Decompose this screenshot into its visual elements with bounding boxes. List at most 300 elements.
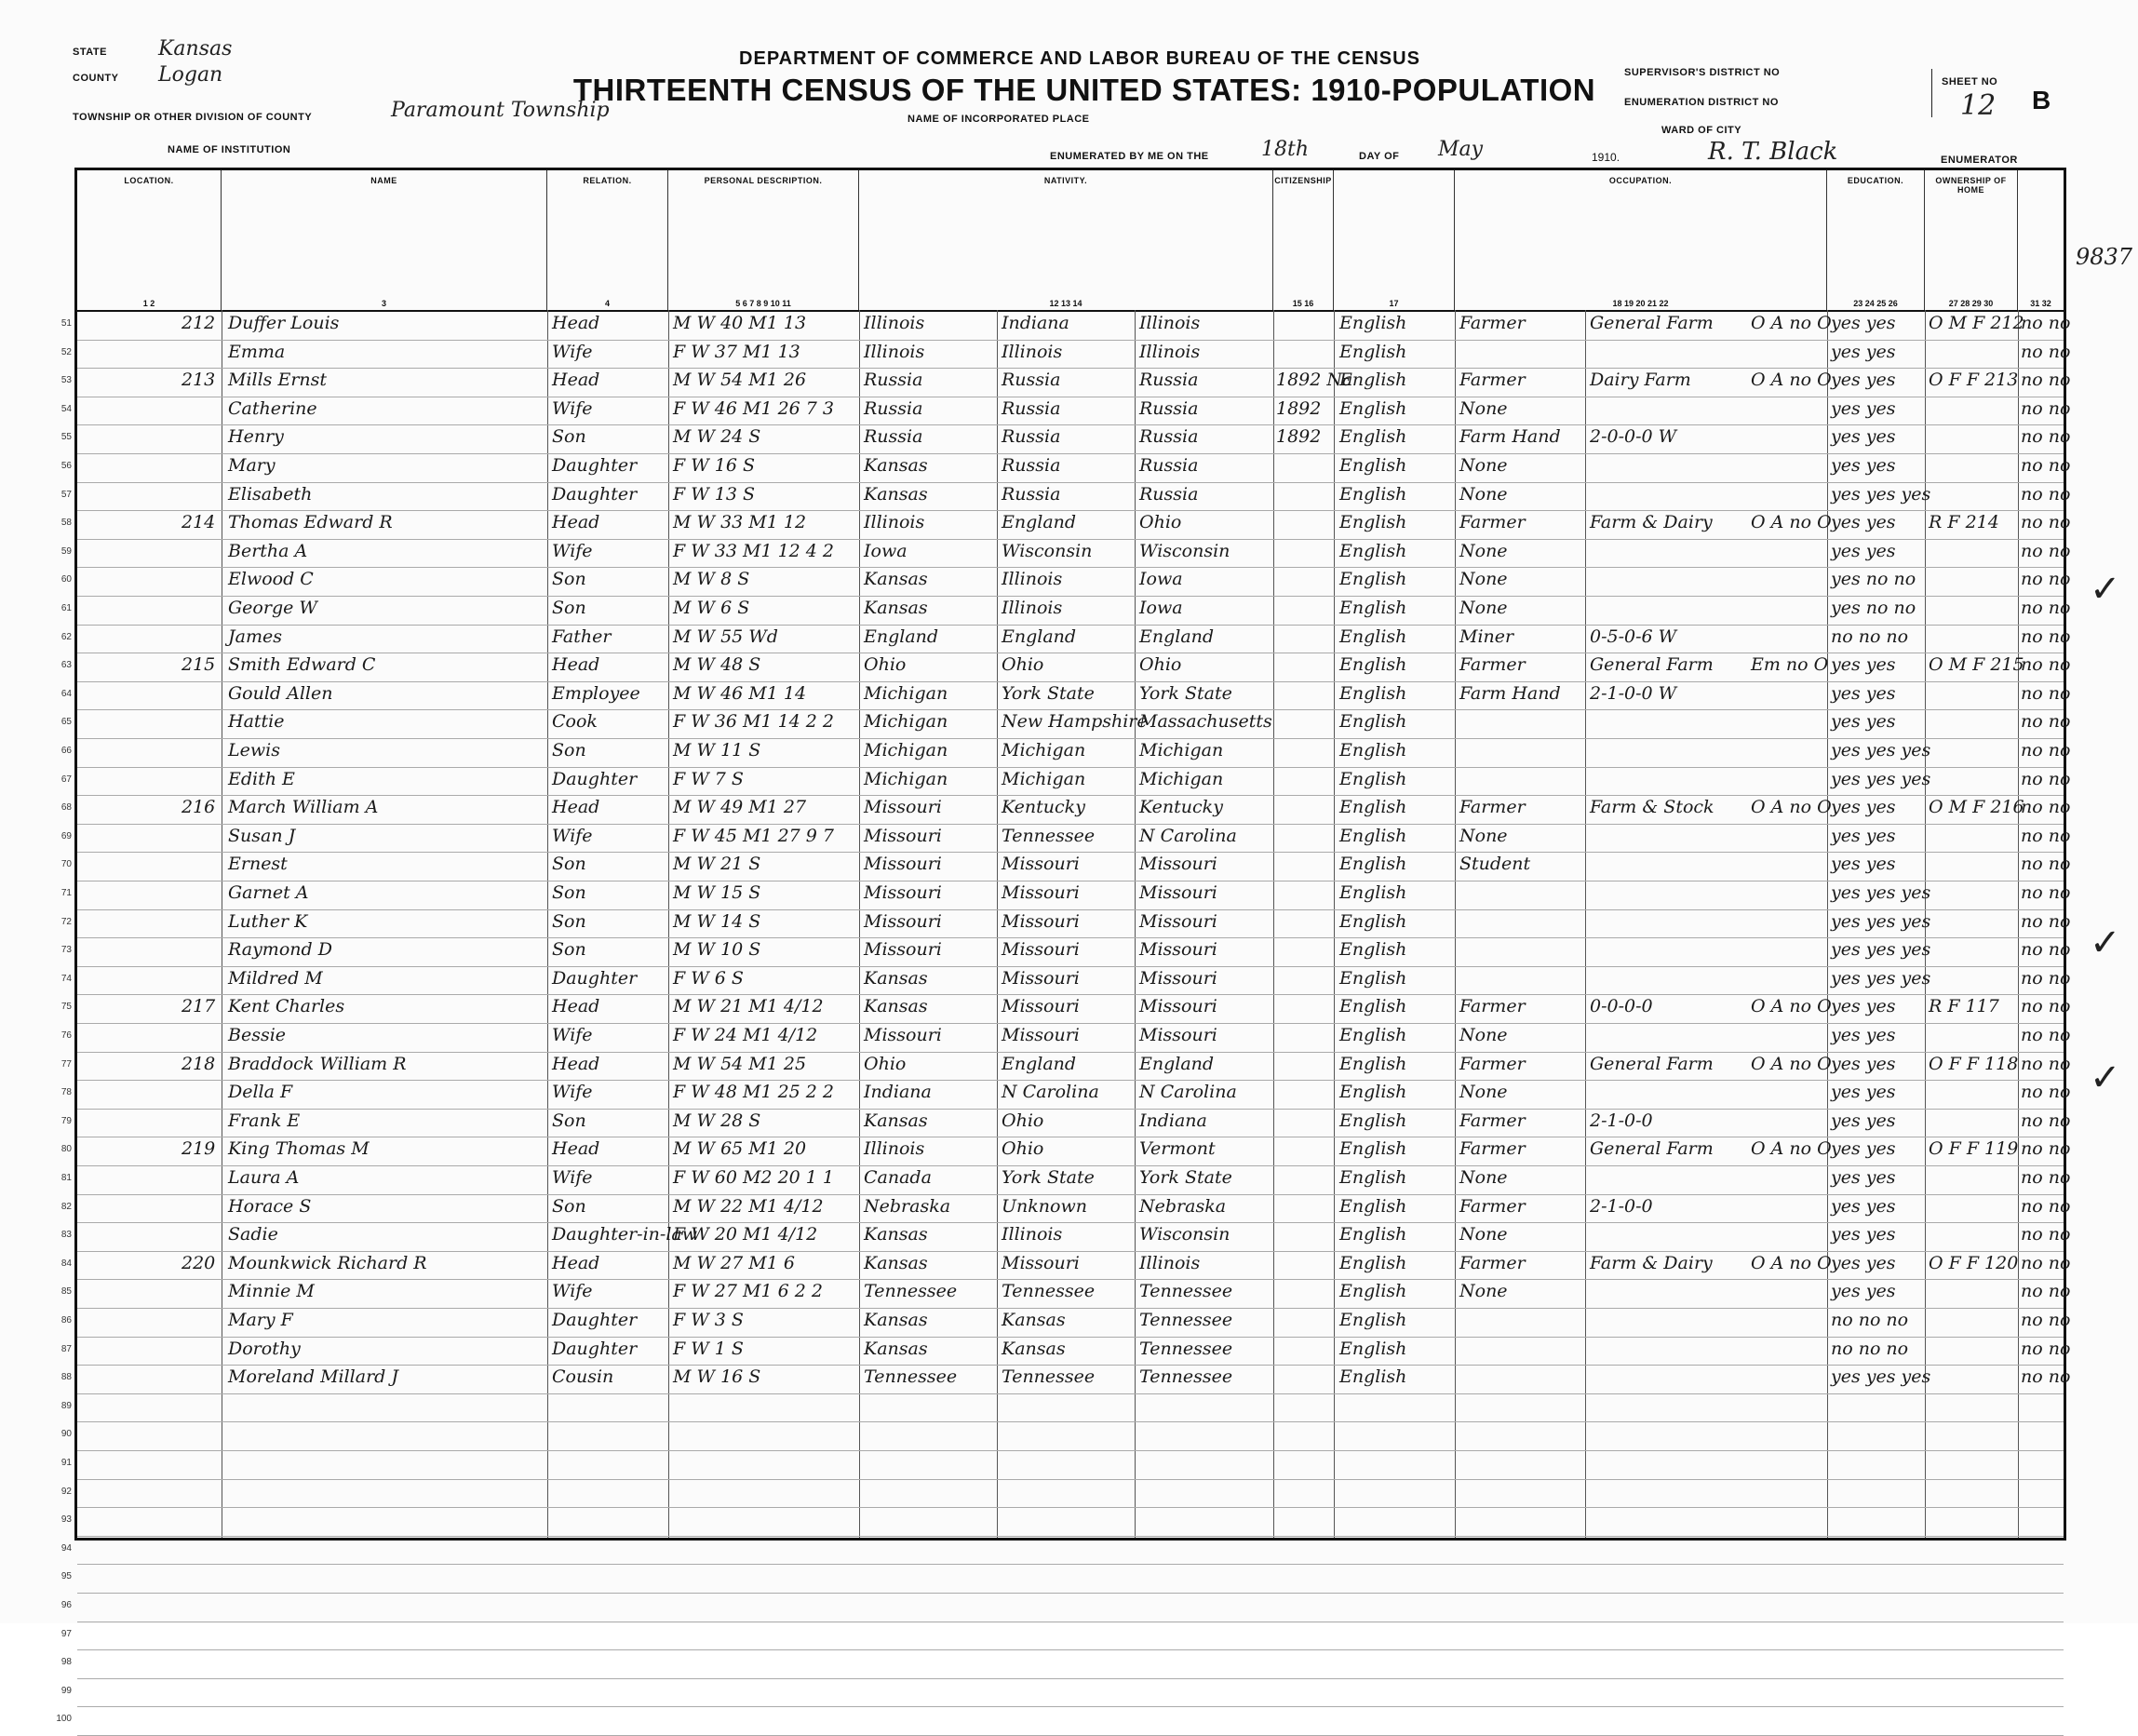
cell-bf: Michigan	[1002, 768, 1086, 789]
table-row	[61, 1194, 2071, 1224]
cell-ind: General Farm	[1590, 654, 1714, 676]
cell-b: Kansas	[864, 483, 928, 505]
check-mark-icon: ✓	[2090, 1056, 2121, 1099]
cell-bm: England	[1139, 1053, 1215, 1074]
cell-pd: M W 33 M1 12	[673, 512, 807, 533]
table-row	[61, 596, 2071, 626]
cell-lang: English	[1339, 967, 1407, 989]
table-row	[61, 1137, 2071, 1166]
cell-rel: Head	[552, 797, 600, 818]
cell-own: O M F 212	[1929, 313, 2024, 333]
cell-b: Illinois	[864, 512, 925, 533]
cell-pd: F W 24 M1 4/12	[673, 1025, 818, 1045]
cell-bm: Nebraska	[1139, 1195, 1227, 1217]
table-row	[61, 1421, 2064, 1451]
table-row	[61, 1564, 2064, 1594]
cell-b: Ohio	[864, 654, 907, 676]
cell-occ: None	[1459, 1281, 1508, 1302]
cell-bf: Michigan	[1002, 740, 1086, 760]
sheet-number: 12	[1960, 89, 1997, 122]
cell-pd: F W 3 S	[673, 1310, 744, 1330]
cell-lang: English	[1339, 313, 1407, 333]
cell-pd: M W 21 S	[673, 854, 761, 875]
cell-bm: Tennessee	[1139, 1310, 1233, 1330]
cell-b: Missouri	[864, 797, 942, 818]
cell-occ: Farmer	[1459, 1138, 1526, 1160]
cell-bm: Russia	[1139, 455, 1199, 476]
cell-b: Russia	[864, 370, 923, 391]
incorporated-label: NAME OF INCORPORATED PLACE	[908, 114, 1090, 125]
cell-edu: yes yes yes	[1831, 768, 1931, 789]
row-number: 60	[61, 574, 72, 585]
cell-emp: O A no O	[1751, 797, 1832, 818]
cell-edu: yes yes	[1831, 1138, 1896, 1160]
row-number: 74	[61, 973, 72, 984]
row-number: 53	[61, 375, 72, 386]
table-row	[61, 368, 2071, 397]
table-row	[61, 567, 2071, 597]
cell-occ: Farmer	[1459, 1110, 1526, 1131]
row-number: 86	[61, 1315, 72, 1326]
table-row	[61, 1450, 2064, 1480]
table-row	[61, 340, 2071, 370]
cell-emp: Em no O	[1751, 654, 1829, 676]
enumerated-label: ENUMERATED BY ME ON THE	[1050, 151, 1209, 162]
cell-v: no no	[2021, 682, 2071, 704]
cell-b: Russia	[864, 426, 923, 448]
cell-rel: Wife	[552, 1082, 593, 1103]
cell-v: no no	[2021, 854, 2071, 875]
row-number: 92	[61, 1486, 72, 1497]
row-number: 76	[61, 1030, 72, 1041]
cell-v: no no	[2021, 512, 2071, 533]
cell-own: O F F 120	[1929, 1252, 2019, 1273]
table-row	[61, 1222, 2071, 1252]
cell-v: no no	[2021, 1224, 2071, 1245]
cell-lang: English	[1339, 654, 1407, 676]
cell-bf: England	[1002, 1053, 1077, 1074]
cell-name: Frank E	[228, 1110, 301, 1131]
cell-name: James	[228, 626, 282, 647]
cell-v: no no	[2021, 1082, 2071, 1103]
cell-name: Della F	[228, 1082, 293, 1103]
cell-name: Hattie	[228, 711, 285, 733]
ward-label: WARD OF CITY	[1661, 125, 1742, 136]
cell-pd: M W 49 M1 27	[673, 797, 807, 818]
enumeration-label: ENUMERATION DISTRICT NO	[1624, 97, 1779, 108]
cell-occ: Farmer	[1459, 654, 1526, 676]
cell-ind: General Farm	[1590, 313, 1714, 333]
cell-edu: yes yes	[1831, 711, 1896, 733]
cell-bm: Illinois	[1139, 341, 1201, 362]
cell-bm: Ohio	[1139, 512, 1182, 533]
cell-edu: yes yes	[1831, 1025, 1896, 1045]
cell-v: no no	[2021, 598, 2071, 618]
cell-lang: English	[1339, 882, 1407, 903]
cell-bf: Missouri	[1002, 967, 1080, 989]
cell-bf: N Carolina	[1002, 1082, 1099, 1103]
cell-lang: English	[1339, 711, 1407, 733]
cell-occ: Farm Hand	[1459, 426, 1561, 448]
cell-rel: Son	[552, 1195, 586, 1217]
cell-name: Raymond D	[228, 939, 332, 961]
cell-bf: Ohio	[1002, 1110, 1044, 1131]
cell-edu: no no no	[1831, 626, 1909, 647]
row-number: 65	[61, 717, 72, 728]
cell-edu: yes yes	[1831, 341, 1896, 362]
cell-lang: English	[1339, 1167, 1407, 1188]
row-number: 66	[61, 746, 72, 756]
table-row	[61, 539, 2071, 569]
table-row	[61, 1649, 2064, 1679]
row-number: 88	[61, 1372, 72, 1383]
cell-edu: yes yes	[1831, 540, 1896, 561]
table-row	[61, 1165, 2071, 1195]
row-number: 64	[61, 688, 72, 699]
cell-name: Dorothy	[228, 1338, 301, 1359]
cell-lang: English	[1339, 397, 1407, 419]
cell-bf: Russia	[1002, 426, 1061, 448]
table-row	[61, 1593, 2064, 1622]
cell-bm: N Carolina	[1139, 1082, 1237, 1103]
cell-rel: Head	[552, 1252, 600, 1273]
cell-cit: 1892 Na	[1276, 370, 1353, 391]
cell-occ: None	[1459, 397, 1508, 419]
cell-bf: Illinois	[1002, 1224, 1063, 1245]
cell-edu: yes yes yes	[1831, 939, 1931, 961]
row-number: 52	[61, 346, 72, 357]
row-number: 80	[61, 1144, 72, 1155]
table-row	[61, 824, 2071, 854]
township-value: Paramount Township	[391, 99, 610, 122]
cell-own: O F F 118	[1929, 1053, 2019, 1074]
table-row	[61, 1052, 2071, 1082]
cell-lang: English	[1339, 1281, 1407, 1302]
cell-ind: Farm & Dairy	[1590, 1252, 1713, 1273]
table-row	[56, 1706, 2064, 1736]
cell-bf: Russia	[1002, 483, 1061, 505]
cell-edu: yes yes	[1831, 1224, 1896, 1245]
cell-lang: English	[1339, 797, 1407, 818]
cell-edu: yes no no	[1831, 598, 1916, 618]
cell-v: no no	[2021, 1025, 2071, 1045]
table-row	[61, 1507, 2064, 1537]
cell-own: O F F 119	[1929, 1138, 2019, 1160]
cell-lang: English	[1339, 854, 1407, 875]
cell-bf: Russia	[1002, 370, 1061, 391]
cell-bm: Missouri	[1139, 939, 1217, 961]
column-header-nativity: NATIVITY. 12 13 14	[859, 170, 1273, 310]
population-schedule-table	[56, 168, 2071, 1725]
cell-lang: English	[1339, 540, 1407, 561]
cell-edu: yes yes yes	[1831, 483, 1931, 505]
cell-bf: Illinois	[1002, 569, 1063, 590]
cell-rel: Daughter	[552, 1338, 638, 1359]
cell-rel: Son	[552, 569, 586, 590]
cell-b: Michigan	[864, 711, 948, 733]
cell-bm: Russia	[1139, 426, 1199, 448]
table-row	[61, 1109, 2071, 1138]
cell-emp: O A no O	[1751, 996, 1832, 1017]
institution-label: NAME OF INSTITUTION	[168, 144, 291, 155]
cell-bm: Illinois	[1139, 1252, 1201, 1273]
cell-occ: Farmer	[1459, 996, 1526, 1017]
table-row	[61, 1536, 2064, 1566]
cell-b: Missouri	[864, 910, 942, 932]
cell-v: no no	[2021, 1167, 2071, 1188]
cell-edu: yes yes yes	[1831, 740, 1931, 760]
cell-lang: English	[1339, 341, 1407, 362]
cell-bf: Tennessee	[1002, 825, 1096, 846]
cell-bf: Missouri	[1002, 910, 1080, 932]
table-row	[61, 767, 2071, 797]
cell-edu: yes yes	[1831, 397, 1896, 419]
cell-occ: Farmer	[1459, 313, 1526, 333]
cell-v: no no	[2021, 825, 2071, 846]
cell-v: no no	[2021, 882, 2071, 903]
row-number: 94	[61, 1542, 72, 1554]
cell-edu: yes yes	[1831, 512, 1896, 533]
cell-name: Garnet A	[228, 882, 309, 903]
cell-own: O M F 215	[1929, 654, 2024, 676]
cell-pd: M W 55 Wd	[673, 626, 778, 647]
cell-b: England	[864, 626, 939, 647]
cell-bf: England	[1002, 512, 1077, 533]
cell-ind: 2-1-0-0	[1590, 1110, 1653, 1131]
cell-v: no no	[2021, 967, 2071, 989]
cell-ind: Farm & Stock	[1590, 797, 1714, 818]
table-row	[61, 311, 2071, 341]
cell-b: Kansas	[864, 569, 928, 590]
cell-v: no no	[2021, 939, 2071, 961]
cell-rel: Cook	[552, 711, 598, 733]
cell-dw: 214	[182, 512, 216, 533]
cell-rel: Son	[552, 910, 586, 932]
row-number: 81	[61, 1173, 72, 1183]
cell-emp: O A no O	[1751, 1252, 1832, 1273]
cell-edu: yes yes	[1831, 996, 1896, 1017]
cell-emp: O A no O	[1751, 1053, 1832, 1074]
cell-lang: English	[1339, 626, 1407, 647]
cell-name: Susan J	[228, 825, 296, 846]
cell-name: Braddock William R	[228, 1053, 407, 1074]
cell-pd: F W 20 M1 4/12	[673, 1224, 818, 1245]
cell-rel: Head	[552, 313, 600, 333]
cell-rel: Head	[552, 1053, 600, 1074]
cell-occ: None	[1459, 1025, 1508, 1045]
cell-occ: None	[1459, 540, 1508, 561]
cell-v: no no	[2021, 740, 2071, 760]
row-number: 57	[61, 489, 72, 500]
cell-occ: Farmer	[1459, 512, 1526, 533]
cell-bm: Kentucky	[1139, 797, 1223, 818]
cell-occ: Farmer	[1459, 1195, 1526, 1217]
column-header-location: LOCATION. 1 2	[77, 170, 222, 310]
cell-pd: F W 36 M1 14 2 2	[673, 711, 835, 733]
cell-pd: F W 33 M1 12 4 2	[673, 540, 835, 561]
cell-rel: Son	[552, 882, 586, 903]
cell-name: Duffer Louis	[228, 313, 340, 333]
column-header-education: EDUCATION. 23 24 25 26	[1827, 170, 1925, 310]
cell-edu: yes yes	[1831, 1195, 1896, 1217]
cell-v: no no	[2021, 1281, 2071, 1302]
cell-bm: York State	[1139, 1167, 1232, 1188]
cell-bm: Wisconsin	[1139, 540, 1230, 561]
cell-lang: English	[1339, 996, 1407, 1017]
table-row	[61, 1479, 2064, 1509]
margin-number: 9837	[2076, 244, 2133, 270]
cell-lang: English	[1339, 569, 1407, 590]
cell-v: no no	[2021, 1338, 2071, 1359]
cell-rel: Daughter	[552, 768, 638, 789]
table-row	[61, 1393, 2064, 1423]
cell-edu: yes yes yes	[1831, 1366, 1931, 1388]
cell-bf: Kentucky	[1002, 797, 1085, 818]
cell-lang: English	[1339, 939, 1407, 961]
row-number: 85	[61, 1286, 72, 1298]
cell-bm: Massachusetts	[1139, 711, 1272, 733]
cell-b: Kansas	[864, 1252, 928, 1273]
cell-bm: Missouri	[1139, 996, 1217, 1017]
cell-b: Missouri	[864, 825, 942, 846]
cell-bf: Russia	[1002, 397, 1061, 419]
row-number: 99	[61, 1685, 72, 1696]
cell-pd: F W 16 S	[673, 455, 756, 476]
column-header-ownership: OWNERSHIP OF HOME 27 28 29 30	[1925, 170, 2018, 310]
cell-name: Elisabeth	[228, 483, 313, 505]
cell-edu: yes yes	[1831, 370, 1896, 391]
row-number: 58	[61, 518, 72, 529]
cell-name: Bertha A	[228, 540, 308, 561]
cell-v: no no	[2021, 1195, 2071, 1217]
cell-lang: English	[1339, 1082, 1407, 1103]
table-row	[61, 881, 2071, 910]
cell-bf: Indiana	[1002, 313, 1069, 333]
cell-edu: yes yes	[1831, 854, 1896, 875]
cell-v: no no	[2021, 768, 2071, 789]
cell-rel: Wife	[552, 341, 593, 362]
table-row	[61, 424, 2071, 454]
cell-dw: 213	[182, 370, 216, 391]
cell-pd: M W 11 S	[673, 740, 761, 760]
cell-rel: Wife	[552, 825, 593, 846]
cell-ind: 0-0-0-0	[1590, 996, 1653, 1017]
cell-bm: N Carolina	[1139, 825, 1237, 846]
cell-b: Iowa	[864, 540, 908, 561]
row-number: 90	[61, 1429, 72, 1440]
cell-lang: English	[1339, 768, 1407, 789]
cell-b: Michigan	[864, 740, 948, 760]
cell-occ: Miner	[1459, 626, 1514, 647]
state-value: Kansas	[158, 37, 233, 61]
table-row	[61, 937, 2071, 967]
cell-pd: M W 14 S	[673, 910, 761, 932]
cell-pd: F W 1 S	[673, 1338, 744, 1359]
cell-name: Lewis	[228, 740, 280, 760]
cell-edu: yes yes yes	[1831, 967, 1931, 989]
cell-cit: 1892	[1276, 426, 1322, 448]
cell-pd: F W 37 M1 13	[673, 341, 800, 362]
sheet-letter: B	[2032, 86, 2051, 114]
row-number: 96	[61, 1600, 72, 1610]
cell-rel: Head	[552, 370, 600, 391]
cell-v: no no	[2021, 1252, 2071, 1273]
table-row	[61, 1251, 2071, 1281]
row-number: 56	[61, 461, 72, 471]
cell-b: Kansas	[864, 1224, 928, 1245]
cell-ind: Farm & Dairy	[1590, 512, 1713, 533]
cell-pd: M W 10 S	[673, 939, 761, 961]
cell-pd: M W 6 S	[673, 598, 750, 618]
cell-lang: English	[1339, 825, 1407, 846]
check-mark-icon: ✓	[2090, 568, 2121, 611]
cell-rel: Daughter	[552, 455, 638, 476]
cell-pd: F W 6 S	[673, 967, 744, 989]
column-header-personal-description: PERSONAL DESCRIPTION. 5 6 7 8 9 10 11	[668, 170, 859, 310]
cell-pd: M W 40 M1 13	[673, 313, 807, 333]
enumerator-name: R. T. Black	[1708, 138, 1838, 166]
cell-pd: F W 7 S	[673, 768, 744, 789]
table-row	[61, 738, 2071, 768]
cell-lang: English	[1339, 1110, 1407, 1131]
cell-lang: English	[1339, 1366, 1407, 1388]
cell-v: no no	[2021, 1366, 2071, 1388]
cell-bf: York State	[1002, 682, 1095, 704]
cell-lang: English	[1339, 1252, 1407, 1273]
county-value: Logan	[158, 63, 223, 87]
cell-name: Elwood C	[228, 569, 314, 590]
cell-ind: 2-0-0-0 W	[1590, 426, 1677, 448]
cell-edu: yes yes	[1831, 1110, 1896, 1131]
cell-rel: Daughter	[552, 483, 638, 505]
cell-b: Illinois	[864, 313, 925, 333]
cell-bf: Missouri	[1002, 1252, 1080, 1273]
cell-bm: Missouri	[1139, 910, 1217, 932]
cell-v: no no	[2021, 426, 2071, 448]
row-number: 82	[61, 1201, 72, 1212]
table-row	[61, 482, 2071, 512]
cell-lang: English	[1339, 1025, 1407, 1045]
cell-bm: England	[1139, 626, 1215, 647]
cell-b: Missouri	[864, 882, 942, 903]
cell-edu: yes yes yes	[1831, 882, 1931, 903]
cell-lang: English	[1339, 598, 1407, 618]
cell-lang: English	[1339, 910, 1407, 932]
cell-v: no no	[2021, 569, 2071, 590]
cell-edu: yes yes yes	[1831, 910, 1931, 932]
cell-b: Canada	[864, 1167, 932, 1188]
cell-dw: 212	[182, 313, 216, 333]
state-label: STATE	[73, 47, 107, 58]
cell-occ: None	[1459, 483, 1508, 505]
cell-bm: Russia	[1139, 483, 1199, 505]
cell-lang: English	[1339, 1224, 1407, 1245]
cell-name: Mills Ernst	[228, 370, 328, 391]
cell-pd: F W 48 M1 25 2 2	[673, 1082, 835, 1103]
cell-bf: New Hampshire	[1002, 711, 1148, 733]
row-number: 71	[61, 888, 72, 898]
cell-occ: None	[1459, 825, 1508, 846]
cell-b: Russia	[864, 397, 923, 419]
column-header-citizenship: CITIZENSHIP 15 16	[1273, 170, 1334, 310]
row-number: 89	[61, 1400, 72, 1411]
cell-lang: English	[1339, 740, 1407, 760]
page-title: THIRTEENTH CENSUS OF THE UNITED STATES: 1910-POPULATION	[572, 73, 1596, 107]
cell-bm: Indiana	[1139, 1110, 1207, 1131]
cell-name: Kent Charles	[228, 996, 345, 1017]
cell-rel: Son	[552, 854, 586, 875]
cell-name: Minnie M	[228, 1281, 315, 1302]
